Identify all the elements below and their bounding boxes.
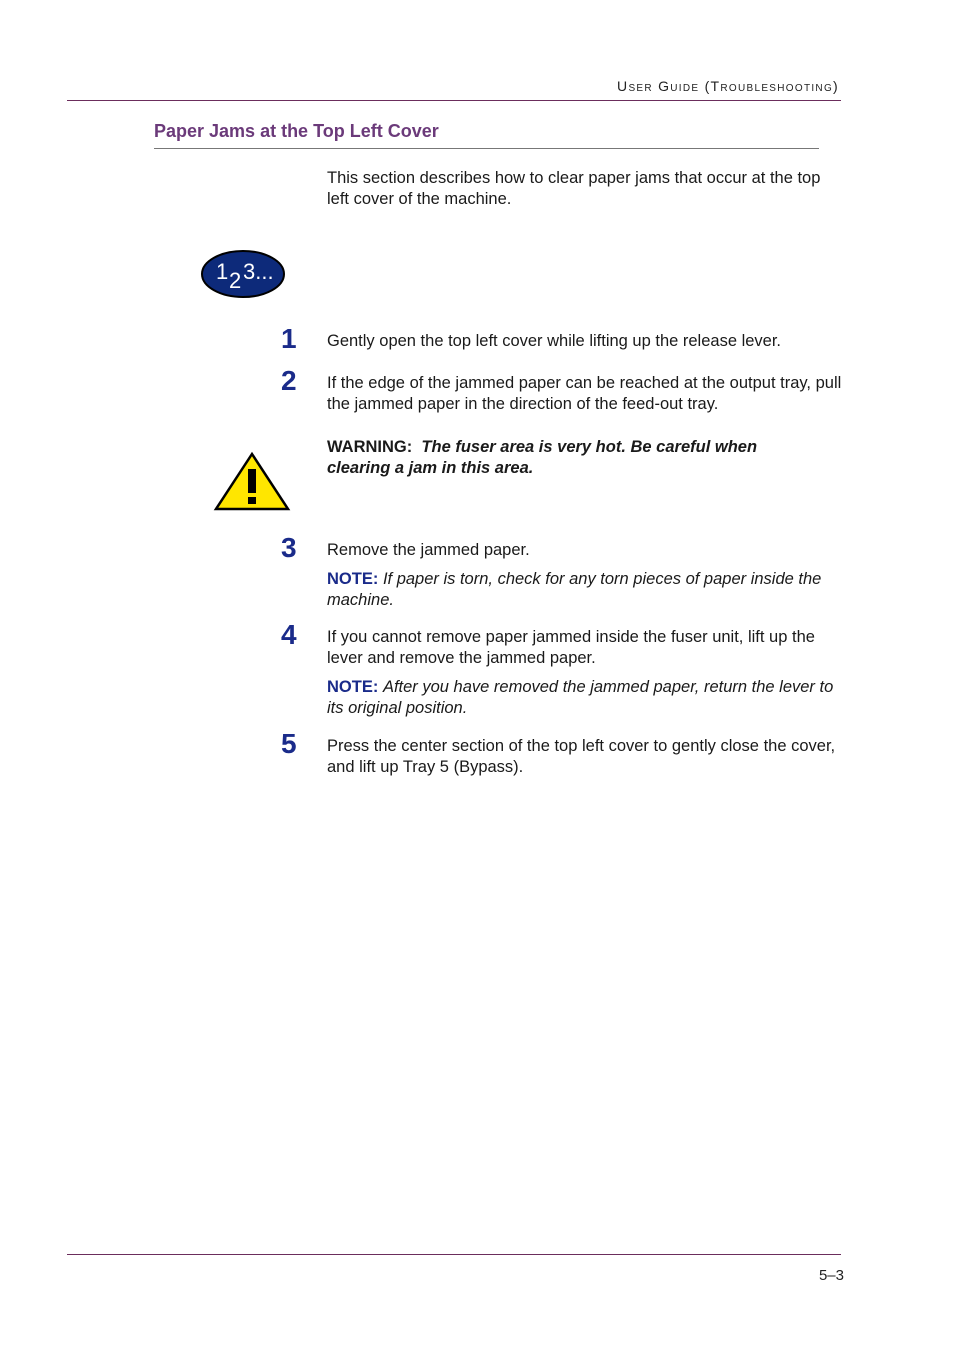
section-title-rule bbox=[154, 148, 819, 149]
warning-triangle-icon bbox=[213, 451, 291, 513]
note-label: NOTE: bbox=[327, 678, 379, 696]
badge-digit-3: 3... bbox=[243, 259, 274, 284]
step-number: 3 bbox=[281, 532, 297, 563]
numbered-steps-icon bbox=[200, 249, 286, 299]
note-block bbox=[327, 677, 842, 719]
step-text: If you cannot remove paper jammed inside the fuser unit, lift up the lever and remove the jammed paper. bbox=[327, 628, 815, 667]
step-text: Gently open the top left cover while lifting up the release lever. bbox=[327, 332, 782, 350]
footer-rule bbox=[67, 1254, 841, 1255]
header-rule bbox=[67, 100, 841, 101]
note-label: NOTE: bbox=[327, 570, 379, 588]
page-number: 5–3 bbox=[818, 1267, 844, 1284]
running-header: User Guide (Troubleshooting) bbox=[617, 78, 839, 94]
note-block bbox=[327, 569, 842, 611]
note-text: After you have removed the jammed paper, return the lever to its original position. bbox=[327, 678, 834, 717]
intro-paragraph: This section describes how to clear paper jams that occur at the top left cover of the machine. bbox=[327, 169, 821, 208]
step-number: 1 bbox=[281, 323, 297, 354]
step-number: 2 bbox=[281, 365, 297, 396]
section-title: Paper Jams at the Top Left Cover bbox=[154, 121, 439, 141]
warning-text: The fuser area is very hot. Be careful when clearing a jam in this area. bbox=[327, 438, 758, 477]
warning-label: WARNING: bbox=[327, 438, 413, 456]
step-text: Press the center section of the top left cover to gently close the cover, and lift up Tray 5 (Bypass). bbox=[327, 737, 836, 776]
note-text: If paper is torn, check for any torn pieces of paper inside the machine. bbox=[327, 570, 822, 609]
warning-block bbox=[327, 437, 807, 479]
step-text: If the edge of the jammed paper can be reached at the output tray, pull the jammed paper in the direction of the feed-out tray. bbox=[327, 374, 842, 413]
step-number: 5 bbox=[281, 728, 297, 759]
badge-digit-1: 1 bbox=[216, 259, 229, 284]
badge-digit-2: 2 bbox=[229, 268, 242, 293]
step-text: Remove the jammed paper. bbox=[327, 541, 530, 559]
step-number: 4 bbox=[281, 619, 297, 650]
